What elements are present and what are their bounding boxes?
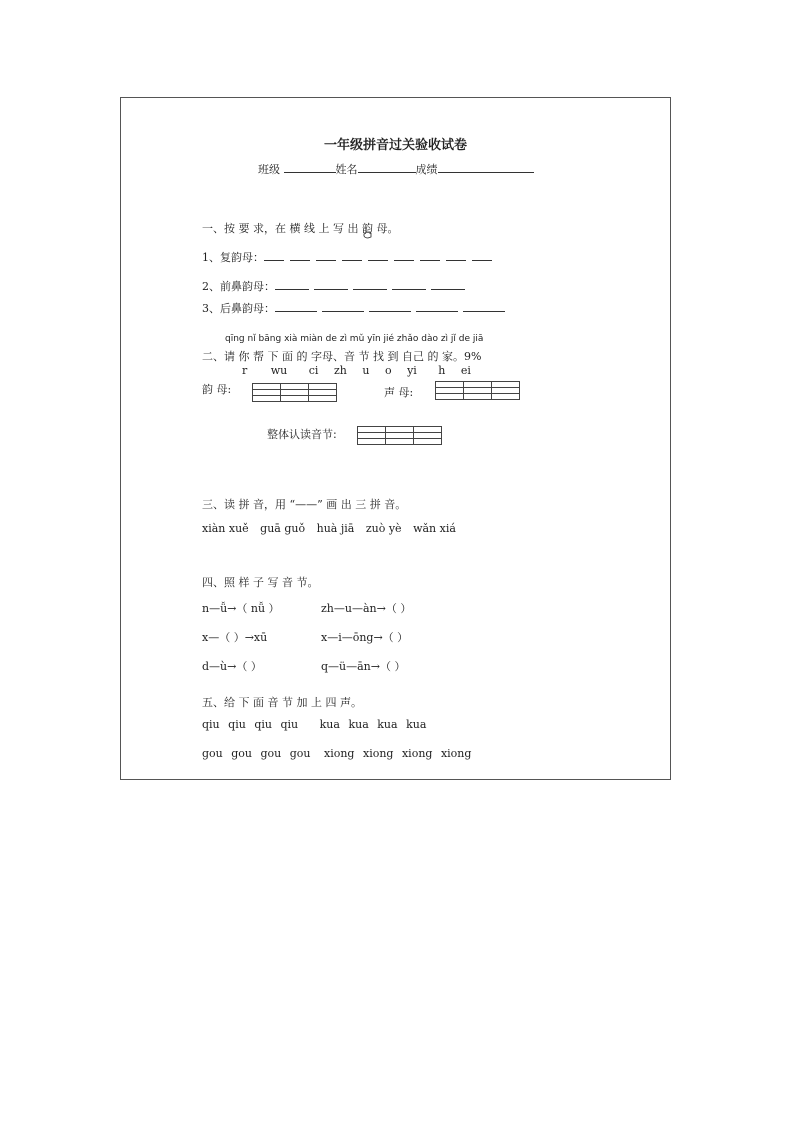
answer-blank[interactable]	[275, 281, 309, 290]
syllable: xiong	[401, 747, 433, 760]
syllable: wu	[270, 364, 288, 377]
answer-blank[interactable]	[264, 252, 284, 261]
syllable: xiong	[440, 747, 472, 760]
syllable: gou	[289, 747, 311, 760]
syllable-list	[242, 364, 471, 377]
q3-label: 3、后鼻韵母：	[202, 302, 275, 315]
zhengti-label: 整体认读音节:	[267, 428, 337, 441]
tone-row-2	[202, 747, 471, 760]
answer-blank[interactable]	[369, 303, 411, 312]
exercise-left: d—ù→（ ）	[202, 660, 262, 673]
exercise-right: q—ü—ān→（ ）	[321, 660, 406, 673]
q3-row	[202, 300, 510, 316]
syllable: ei	[460, 364, 471, 377]
answer-blank[interactable]	[275, 303, 317, 312]
answer-blank[interactable]	[446, 252, 466, 261]
hand-cursor-icon	[363, 226, 372, 239]
exam-title: 一年级拼音过关验收试卷	[323, 138, 467, 153]
answer-blank[interactable]	[394, 252, 414, 261]
answer-blank[interactable]	[353, 281, 387, 290]
pinyin-word: wǎn xiá	[413, 522, 456, 535]
answer-blank[interactable]	[463, 303, 505, 312]
zhengti-grid[interactable]	[357, 426, 442, 445]
q2-label: 2、前鼻韵母：	[202, 280, 275, 293]
pinyin-word: huà jiā	[316, 522, 355, 535]
shengmu-grid[interactable]	[435, 381, 520, 400]
answer-blank[interactable]	[431, 281, 465, 290]
section2-heading: 二、请 你 帮 下 面 的 字母、音 节 找 到 自己 的 家。9%	[202, 350, 482, 363]
answer-blank[interactable]	[420, 252, 440, 261]
example-left: n—ǚ→（ nǚ ）	[202, 602, 280, 615]
name-blank	[358, 162, 416, 173]
section1-heading: 一、按 要 求，在 横 线 上 写 出 韵 母。	[202, 222, 399, 235]
syllable: zh	[333, 364, 347, 377]
syllable: kua	[348, 718, 369, 731]
syllable: h	[438, 364, 446, 377]
header-fields	[258, 161, 534, 177]
score-blank	[438, 162, 534, 173]
section5-heading: 五、给 下 面 音 节 加 上 四 声。	[202, 696, 362, 709]
syllable: kua	[406, 718, 427, 731]
yunmu-grid[interactable]	[252, 383, 337, 402]
syllable: u	[362, 364, 370, 377]
example-right: zh—u—àn→（ ）	[321, 602, 412, 615]
syllable: qiu	[202, 718, 220, 731]
answer-blank[interactable]	[290, 252, 310, 261]
q2-row	[202, 278, 470, 294]
syllable: kua	[377, 718, 398, 731]
exercise-right: x—i—ōng→（ ）	[321, 631, 409, 644]
answer-blank[interactable]	[472, 252, 492, 261]
yunmu-label: 韵 母:	[202, 383, 232, 396]
exam-sheet	[120, 97, 671, 780]
section3-heading: 三、读 拼 音，用 “——” 画 出 三 拼 音。	[202, 498, 407, 511]
syllable: ci	[308, 364, 319, 377]
syllable: gou	[231, 747, 252, 760]
syllable: qiu	[228, 718, 246, 731]
syllable: o	[384, 364, 392, 377]
name-label: 姓名	[335, 163, 358, 176]
answer-blank[interactable]	[316, 252, 336, 261]
pinyin-word: xiàn xuě	[202, 522, 249, 535]
class-label: 班级	[258, 163, 280, 176]
answer-blank[interactable]	[322, 303, 364, 312]
section4-heading: 四、照 样 子 写 音 节。	[202, 576, 319, 589]
score-label: 成绩	[415, 163, 438, 176]
syllable: r	[242, 364, 248, 377]
syllable: yi	[407, 364, 417, 377]
exercise-left: x—（ ）→xū	[202, 631, 268, 644]
tone-row-1	[202, 718, 426, 731]
q1-label: 1、复韵母：	[202, 251, 264, 264]
syllable: qiu	[280, 718, 299, 731]
answer-blank[interactable]	[392, 281, 426, 290]
syllable: gou	[260, 747, 282, 760]
syllable: gou	[202, 747, 223, 760]
section3-words	[202, 522, 456, 535]
answer-blank[interactable]	[342, 252, 362, 261]
class-blank	[284, 162, 336, 173]
syllable: kua	[319, 718, 340, 731]
answer-blank[interactable]	[314, 281, 348, 290]
answer-blank[interactable]	[416, 303, 458, 312]
answer-blank[interactable]	[368, 252, 388, 261]
syllable: xiong	[362, 747, 394, 760]
pinyin-word: zuò yè	[365, 522, 402, 535]
q1-row	[202, 249, 498, 265]
syllable: qiu	[254, 718, 272, 731]
section2-pinyin: qīng nǐ bāng xià miàn de zì mǔ yīn jié zhǎo dào zì jǐ de jiā	[225, 334, 484, 344]
pinyin-word: guā guǒ	[260, 522, 306, 535]
syllable: xiong	[324, 747, 355, 760]
shengmu-label: 声 母:	[384, 386, 414, 399]
